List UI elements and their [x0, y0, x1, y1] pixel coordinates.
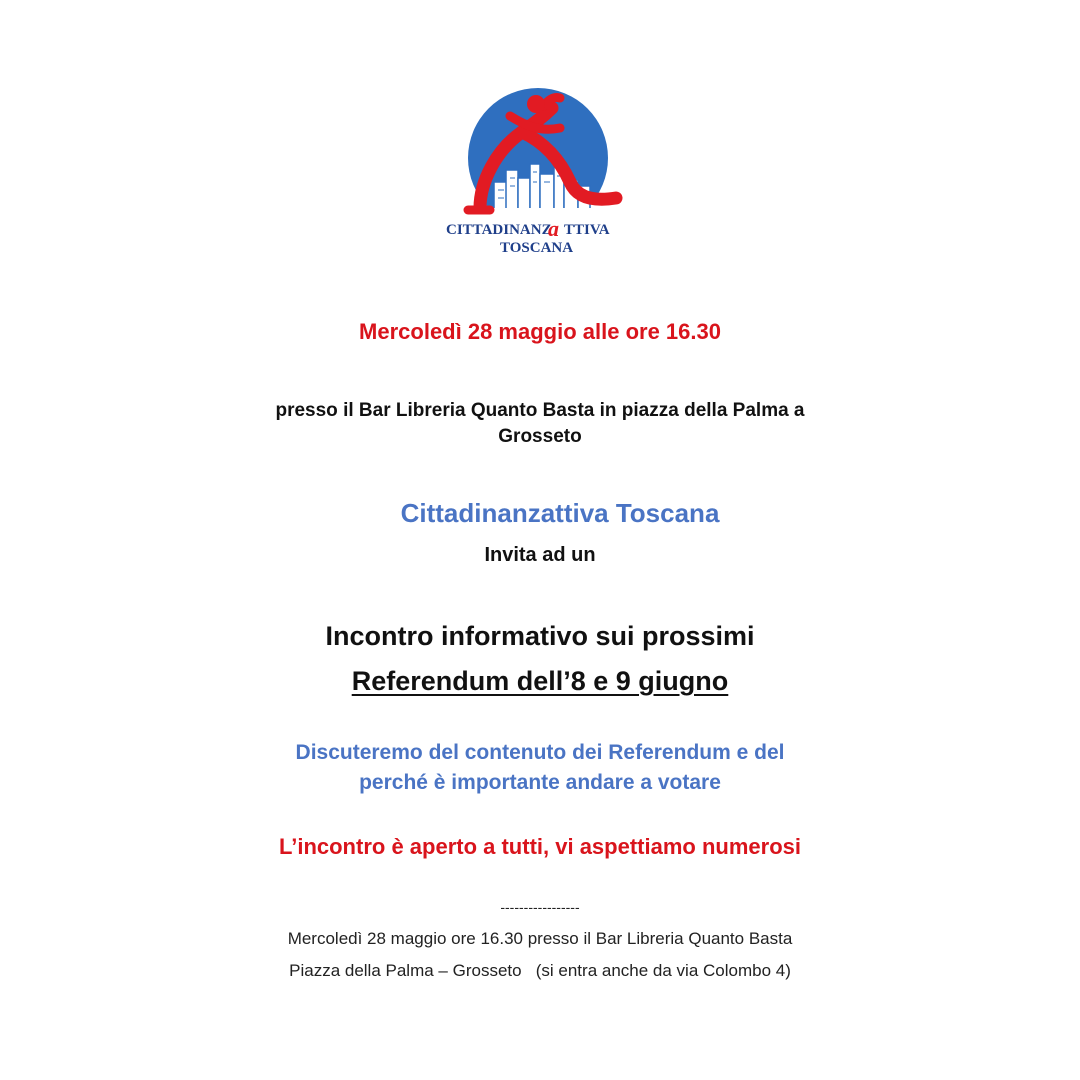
logo-text-line1: CITTADINANZ	[446, 222, 552, 238]
logo-emblem	[440, 86, 640, 258]
organizer-name: Cittadinanzattiva Toscana	[400, 498, 720, 528]
footer-line2: Piazza della Palma – Grosseto (si entra anche da via Colombo 4)	[289, 961, 791, 980]
logo-text-letter: a	[548, 216, 559, 241]
footer-separator: -----------------	[500, 899, 580, 915]
logo-text-line1-end: TTIVA	[564, 222, 610, 238]
invite-text: Invita ad un	[484, 544, 596, 566]
discussion-description	[0, 738, 1080, 798]
venue-line1: presso il Bar Libreria Quanto Basta in piazza della Palma a	[275, 400, 805, 421]
open-to-all-text: L’incontro è aperto a tutti, vi aspettiamo numerosi	[279, 834, 801, 859]
event-venue	[0, 398, 1080, 450]
event-date: Mercoledì 28 maggio alle ore 16.30	[359, 319, 721, 344]
logo-wordmark	[446, 216, 610, 256]
discussion-line1: Discuteremo del contenuto dei Referendum e del	[295, 741, 785, 764]
cittadinanzattiva-logo	[440, 86, 640, 258]
logo-text-line2: TOSCANA	[500, 240, 574, 256]
venue-line2: Grosseto	[498, 426, 582, 447]
discussion-line2: perché è importante andare a votare	[359, 771, 721, 794]
event-title: Incontro informativo sui prossimi	[325, 621, 755, 651]
event-subtitle: Referendum dell’8 e 9 giugno	[351, 666, 729, 696]
footer-line1: Mercoledì 28 maggio ore 16.30 presso il Bar Libreria Quanto Basta	[287, 929, 793, 948]
